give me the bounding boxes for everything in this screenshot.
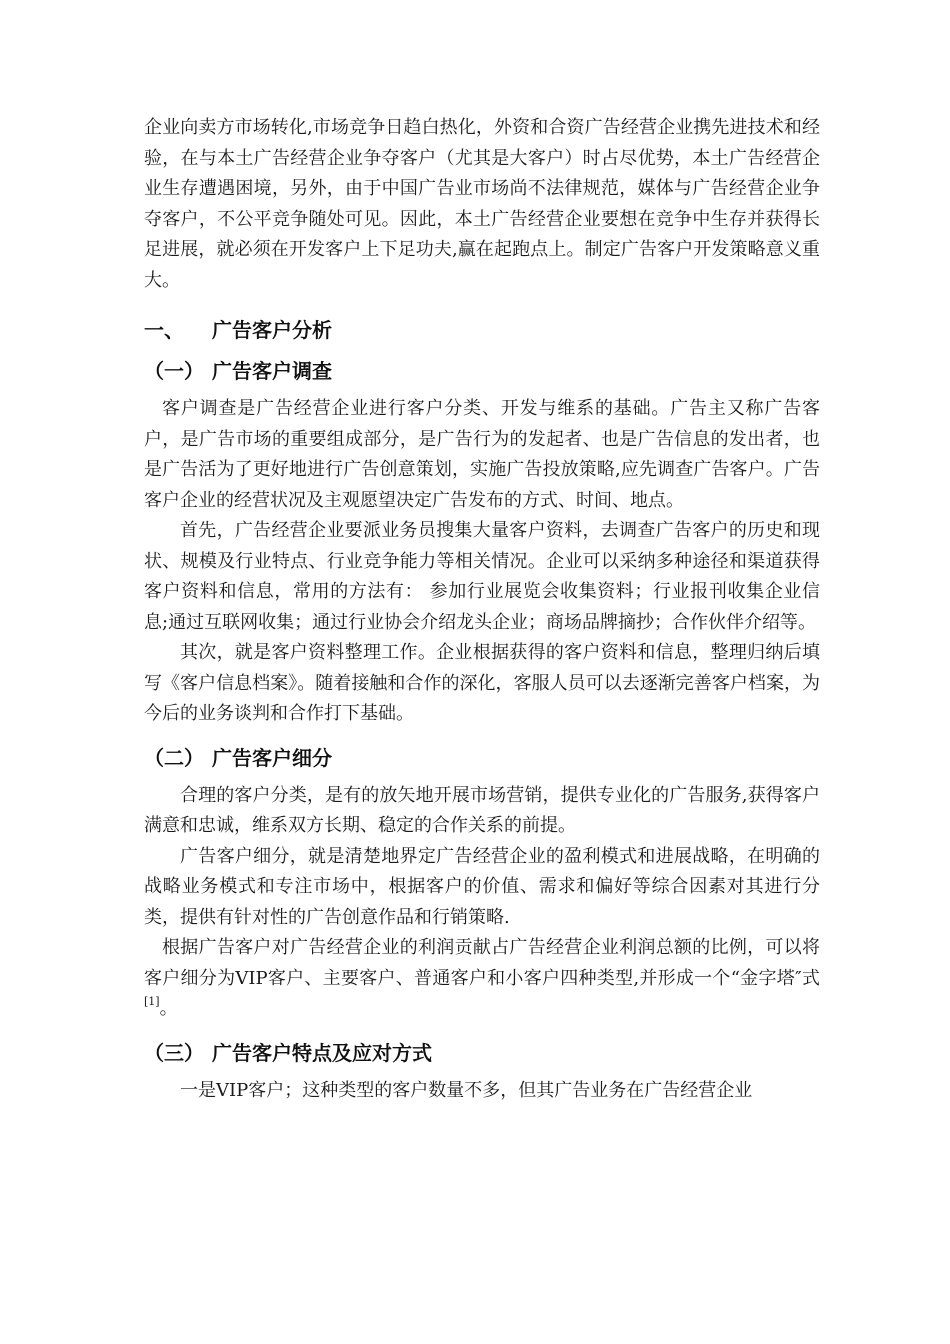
paragraph-segmentation: 广告客户细分，就是清楚地界定广告经营企业的盈利模式和进展战略，在明确的战略业务模式和专注市场中，根据客户的价值、需求和偏好等综合因素对其进行分类，提供有针对性的广告创意作品和行销策略. <box>144 845 820 928</box>
section-heading-1 <box>144 314 820 343</box>
paragraph-survey-basis: 客户调查是广告经营企业进行客户分类、开发与维系的基础。广告主又称广告客户，是广告市场的重要组成部分，是广告行为的发起者、也是广告信息的发出者，也是广告活为了更好地进行广告创意策划，实施广告投放策略,应先调查广告客户。广告客户企业的经营状况及主观愿望决定广告发布的方式、时间、地点。 <box>144 398 820 511</box>
section-number: 一、 <box>144 318 184 342</box>
pyramid-text: 根据广告客户对广告经营企业的利润贡献占广告经营企业利润总额的比例，可以将客户细分为VIP客户、主要客户、普通客户和小客户四种类型,并形成一个“金字塔″式 <box>144 937 820 989</box>
subsection-heading-1 <box>144 355 820 384</box>
subsection-number: （二） <box>144 745 204 770</box>
pyramid-text-end: 。 <box>159 998 178 1019</box>
section-title: 广告客户分析 <box>212 318 332 342</box>
paragraph-survey-second: 其次，就是客户资料整理工作。企业根据获得的客户资料和信息，整理归纳后填写《客户信息档案》。随着接触和合作的深化，客服人员可以去逐渐完善客户档案，为今后的业务谈判和合作打下基础。 <box>144 642 820 724</box>
subsection-heading-3 <box>144 1037 820 1066</box>
subsection-title: 广告客户特点及应对方式 <box>212 1040 432 1065</box>
subsection-title: 广告客户调查 <box>212 359 332 383</box>
page-content <box>144 113 820 1106</box>
subsection-title: 广告客户细分 <box>212 745 332 770</box>
paragraph-classification: 合理的客户分类，是有的放矢地开展市场营销，提供专业化的广告服务,获得客户满意和忠诚，维系双方长期、稳定的合作关系的前提。 <box>144 784 820 836</box>
paragraph-pyramid <box>144 933 820 1025</box>
paragraph-survey-first: 首先，广告经营企业要派业务员搜集大量客户资料，去调查广告客户的历史和现状、规模及行业特点、行业竞争能力等相关情况。企业可以采纳多种途径和渠道获得客户资料和信息，常用的方法有： 参加行业展览会收集资料；行业报刊收集企业信息;通过互联网收集；通过行业协会介绍龙头企业；商场品牌摘抄；合作伙伴介绍等。 <box>144 520 820 633</box>
subsection-number: （一） <box>144 359 204 383</box>
footnote-reference[interactable]: [1] <box>144 995 160 1008</box>
intro-paragraph: 企业向卖方市场转化,市场竞争日趋白热化，外资和合资广告经营企业携先进技术和经验，在与本土广告经营企业争夺客户（尤其是大客户）时占尽优势，本土广告经营企业生存遭遇困境，另外，由于中国广告业市场尚不法律规范，媒体与广告经营企业争夺客户，不公平竞争随处可见。因此，本土广告经营企业要想在竞争中生存并获得长足进展，就必须在开发客户上下足功夫,赢在起跑点上。制定广告客户开发策略意义重大。 <box>144 117 820 291</box>
subsection-number: （三） <box>144 1040 204 1065</box>
paragraph-vip-clients: 一是VIP客户；这种类型的客户数量不多，但其广告业务在广告经营企业 <box>180 1079 753 1101</box>
subsection-heading-2 <box>144 742 820 771</box>
